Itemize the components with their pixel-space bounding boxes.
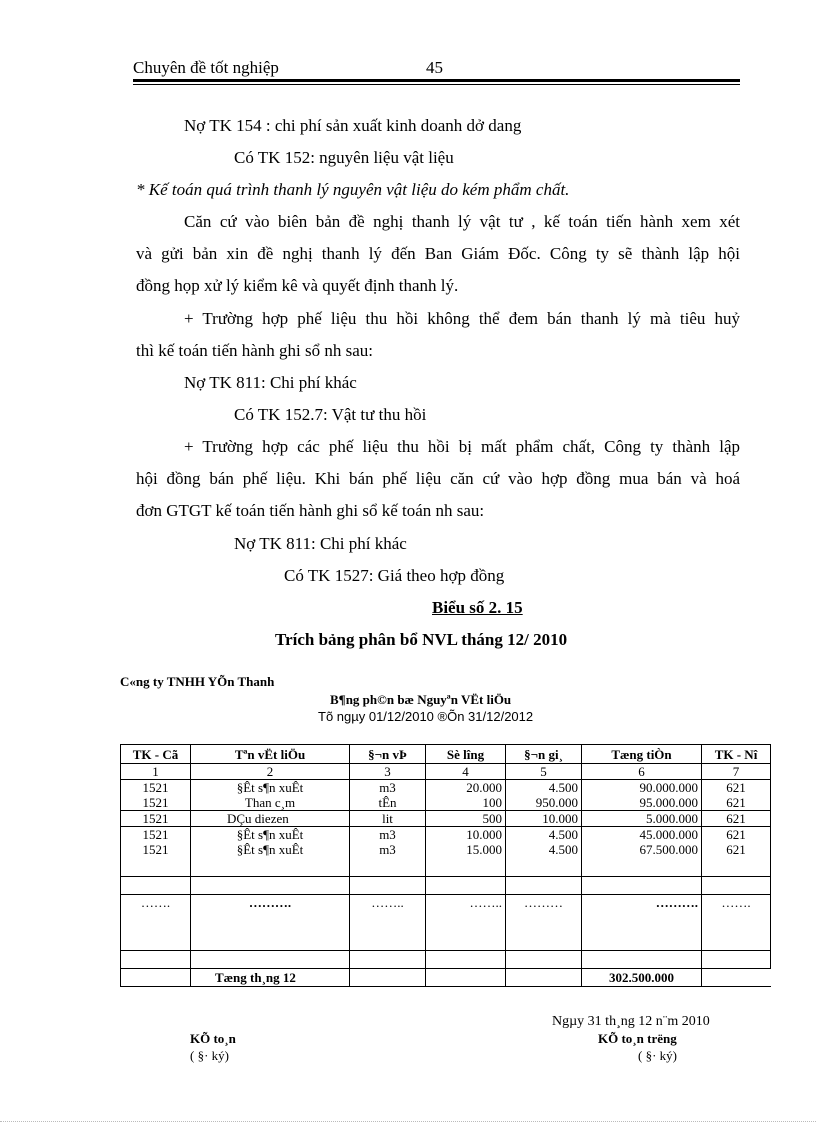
cell-ellipsis: ………. (582, 895, 702, 911)
date-range: Tõ ngµy 01/12/2010 ®Õn 31/12/2012 (318, 709, 534, 724)
column-header: Tªn vËt liÖu (191, 745, 350, 764)
cell-debit-account: 621 (702, 842, 771, 857)
table-total-row (121, 969, 771, 987)
journal-entry-credit-1527: Có TK 152.7: Vật tư thu hồi (234, 405, 427, 424)
table-row (121, 811, 771, 827)
table-row-empty (121, 910, 771, 951)
journal-entry-debit-811: Nợ TK 811: Chi phí khác (184, 373, 357, 392)
paragraph-line: đồng họp xử lý kiểm kê và quyết định thanh lý. (136, 276, 459, 295)
cell-credit-account: 1521 (121, 842, 191, 857)
column-index: 2 (191, 764, 350, 780)
table-row-empty (121, 877, 771, 895)
figure-label: Biểu số 2. 15 (432, 598, 523, 617)
page-number: 45 (426, 58, 443, 77)
column-index: 5 (506, 764, 582, 780)
cell-material: §Êt s¶n xuÊt (191, 827, 350, 843)
cell-unit: tÊn (350, 795, 426, 811)
cell-ellipsis: …….. (426, 895, 506, 911)
page-bottom-border (0, 1121, 816, 1122)
cell-ellipsis: ………. (191, 895, 350, 911)
column-header: Tæng tiÒn (582, 745, 702, 764)
cell-unit-price: 10.000 (506, 811, 582, 827)
cell-quantity: 20.000 (426, 780, 506, 796)
cell-ellipsis: ……… (506, 895, 582, 911)
paragraph-line: Căn cứ vào biên bản đề nghị thanh lý vật tư , kế toán tiến hành xem xét (184, 212, 740, 231)
total-value: 302.500.000 (582, 969, 702, 987)
section-heading-liquidation: * Kế toán quá trình thanh lý nguyên vật liệu do kém phẩm chất. (136, 180, 570, 199)
paragraph-line: đơn GTGT kế toán tiến hành ghi sổ kế toán nh sau: (136, 501, 485, 520)
cell-debit-account: 621 (702, 795, 771, 811)
cell-unit-price: 4.500 (506, 827, 582, 843)
cell-unit-price: 4.500 (506, 842, 582, 857)
allocation-table (120, 744, 771, 987)
cell-credit-account: 1521 (121, 827, 191, 843)
cell-ellipsis: ……. (702, 895, 771, 911)
cell-material: §Êt s¶n xuÊt (191, 780, 350, 796)
table-row-ellipsis (121, 895, 771, 911)
table-row (121, 795, 771, 811)
cell-credit-account: 1521 (121, 811, 191, 827)
paragraph-line: hội đồng bán phế liệu. Khi bán phế liệu căn cứ vào hợp đồng mua bán và hoá (136, 469, 740, 488)
header-rule-thick (133, 79, 740, 82)
company-name: C«ng ty TNHH YÕn Thanh (120, 674, 275, 689)
cell-ellipsis: ……. (121, 895, 191, 911)
paragraph-line: + Trường hợp các phế liệu thu hồi bị mất phẩm chất, Công ty thành lập (184, 437, 740, 456)
cell-amount: 45.000.000 (582, 827, 702, 843)
cell-debit-account: 621 (702, 827, 771, 843)
cell-amount: 95.000.000 (582, 795, 702, 811)
cell-credit-account: 1521 (121, 780, 191, 796)
cell-unit: lit (350, 811, 426, 827)
figure-caption: Trích bảng phân bổ NVL tháng 12/ 2010 (275, 630, 568, 649)
header-title: Chuyên đề tốt nghiệp (133, 58, 279, 77)
chief-accountant-title: KÕ to¸n trëng (598, 1031, 677, 1046)
column-header: Sè lîng (426, 745, 506, 764)
journal-entry-debit-811: Nợ TK 811: Chi phí khác (234, 534, 407, 553)
cell-ellipsis: …….. (350, 895, 426, 911)
accountant-signed: ( §· ký) (190, 1048, 229, 1063)
cell-unit: m3 (350, 842, 426, 857)
table-header-row (121, 745, 771, 764)
paragraph-line: và gửi bản xin đề nghị thanh lý đến Ban Giám Đốc. Công ty sẽ thành lập hội (136, 244, 740, 263)
cell-credit-account: 1521 (121, 795, 191, 811)
column-index: 3 (350, 764, 426, 780)
column-header: §¬n gi¸ (506, 745, 582, 764)
column-header: §¬n vÞ (350, 745, 426, 764)
journal-entry-credit-1527: Có TK 1527: Giá theo hợp đồng (284, 566, 505, 585)
accountant-title: KÕ to¸n (190, 1031, 236, 1046)
cell-quantity: 15.000 (426, 842, 506, 857)
cell-amount: 90.000.000 (582, 780, 702, 796)
table-row-empty (121, 951, 771, 969)
column-index: 4 (426, 764, 506, 780)
cell-unit-price: 950.000 (506, 795, 582, 811)
signature-date: Ngµy 31 th¸ng 12 n¨m 2010 (552, 1014, 710, 1029)
cell-quantity: 10.000 (426, 827, 506, 843)
table-row (121, 780, 771, 796)
paragraph-line: thì kế toán tiến hành ghi sổ nh sau: (136, 341, 374, 360)
cell-amount: 67.500.000 (582, 842, 702, 857)
cell-material: DÇu diezen (191, 811, 350, 827)
header-rule-thin (133, 84, 740, 85)
chief-accountant-signed: ( §· ký) (638, 1048, 677, 1063)
column-index: 7 (702, 764, 771, 780)
column-index: 1 (121, 764, 191, 780)
cell-unit-price: 4.500 (506, 780, 582, 796)
cell-debit-account: 621 (702, 811, 771, 827)
column-header: TK - Cã (121, 745, 191, 764)
cell-debit-account: 621 (702, 780, 771, 796)
table-index-row (121, 764, 771, 780)
total-label: Tæng th¸ng 12 (191, 969, 350, 987)
cell-quantity: 500 (426, 811, 506, 827)
cell-unit: m3 (350, 780, 426, 796)
column-index: 6 (582, 764, 702, 780)
cell-material: §Êt s¶n xuÊt (191, 842, 350, 857)
cell-unit: m3 (350, 827, 426, 843)
column-header: TK - Nî (702, 745, 771, 764)
table-title: B¶ng ph©n bæ Nguyªn VËt liÖu (330, 692, 512, 707)
journal-entry-credit-152: Có TK 152: nguyên liệu vật liệu (234, 148, 454, 167)
table-row (121, 842, 771, 857)
cell-material: Than c¸m (191, 795, 350, 811)
paragraph-line: + Trường hợp phế liệu thu hồi không thể đem bán thanh lý mà tiêu huỷ (184, 309, 740, 328)
table-row (121, 827, 771, 843)
journal-entry-debit-154: Nợ TK 154 : chi phí sản xuất kinh doanh dở dang (184, 116, 522, 135)
cell-amount: 5.000.000 (582, 811, 702, 827)
table-row-empty (121, 857, 771, 877)
cell-quantity: 100 (426, 795, 506, 811)
